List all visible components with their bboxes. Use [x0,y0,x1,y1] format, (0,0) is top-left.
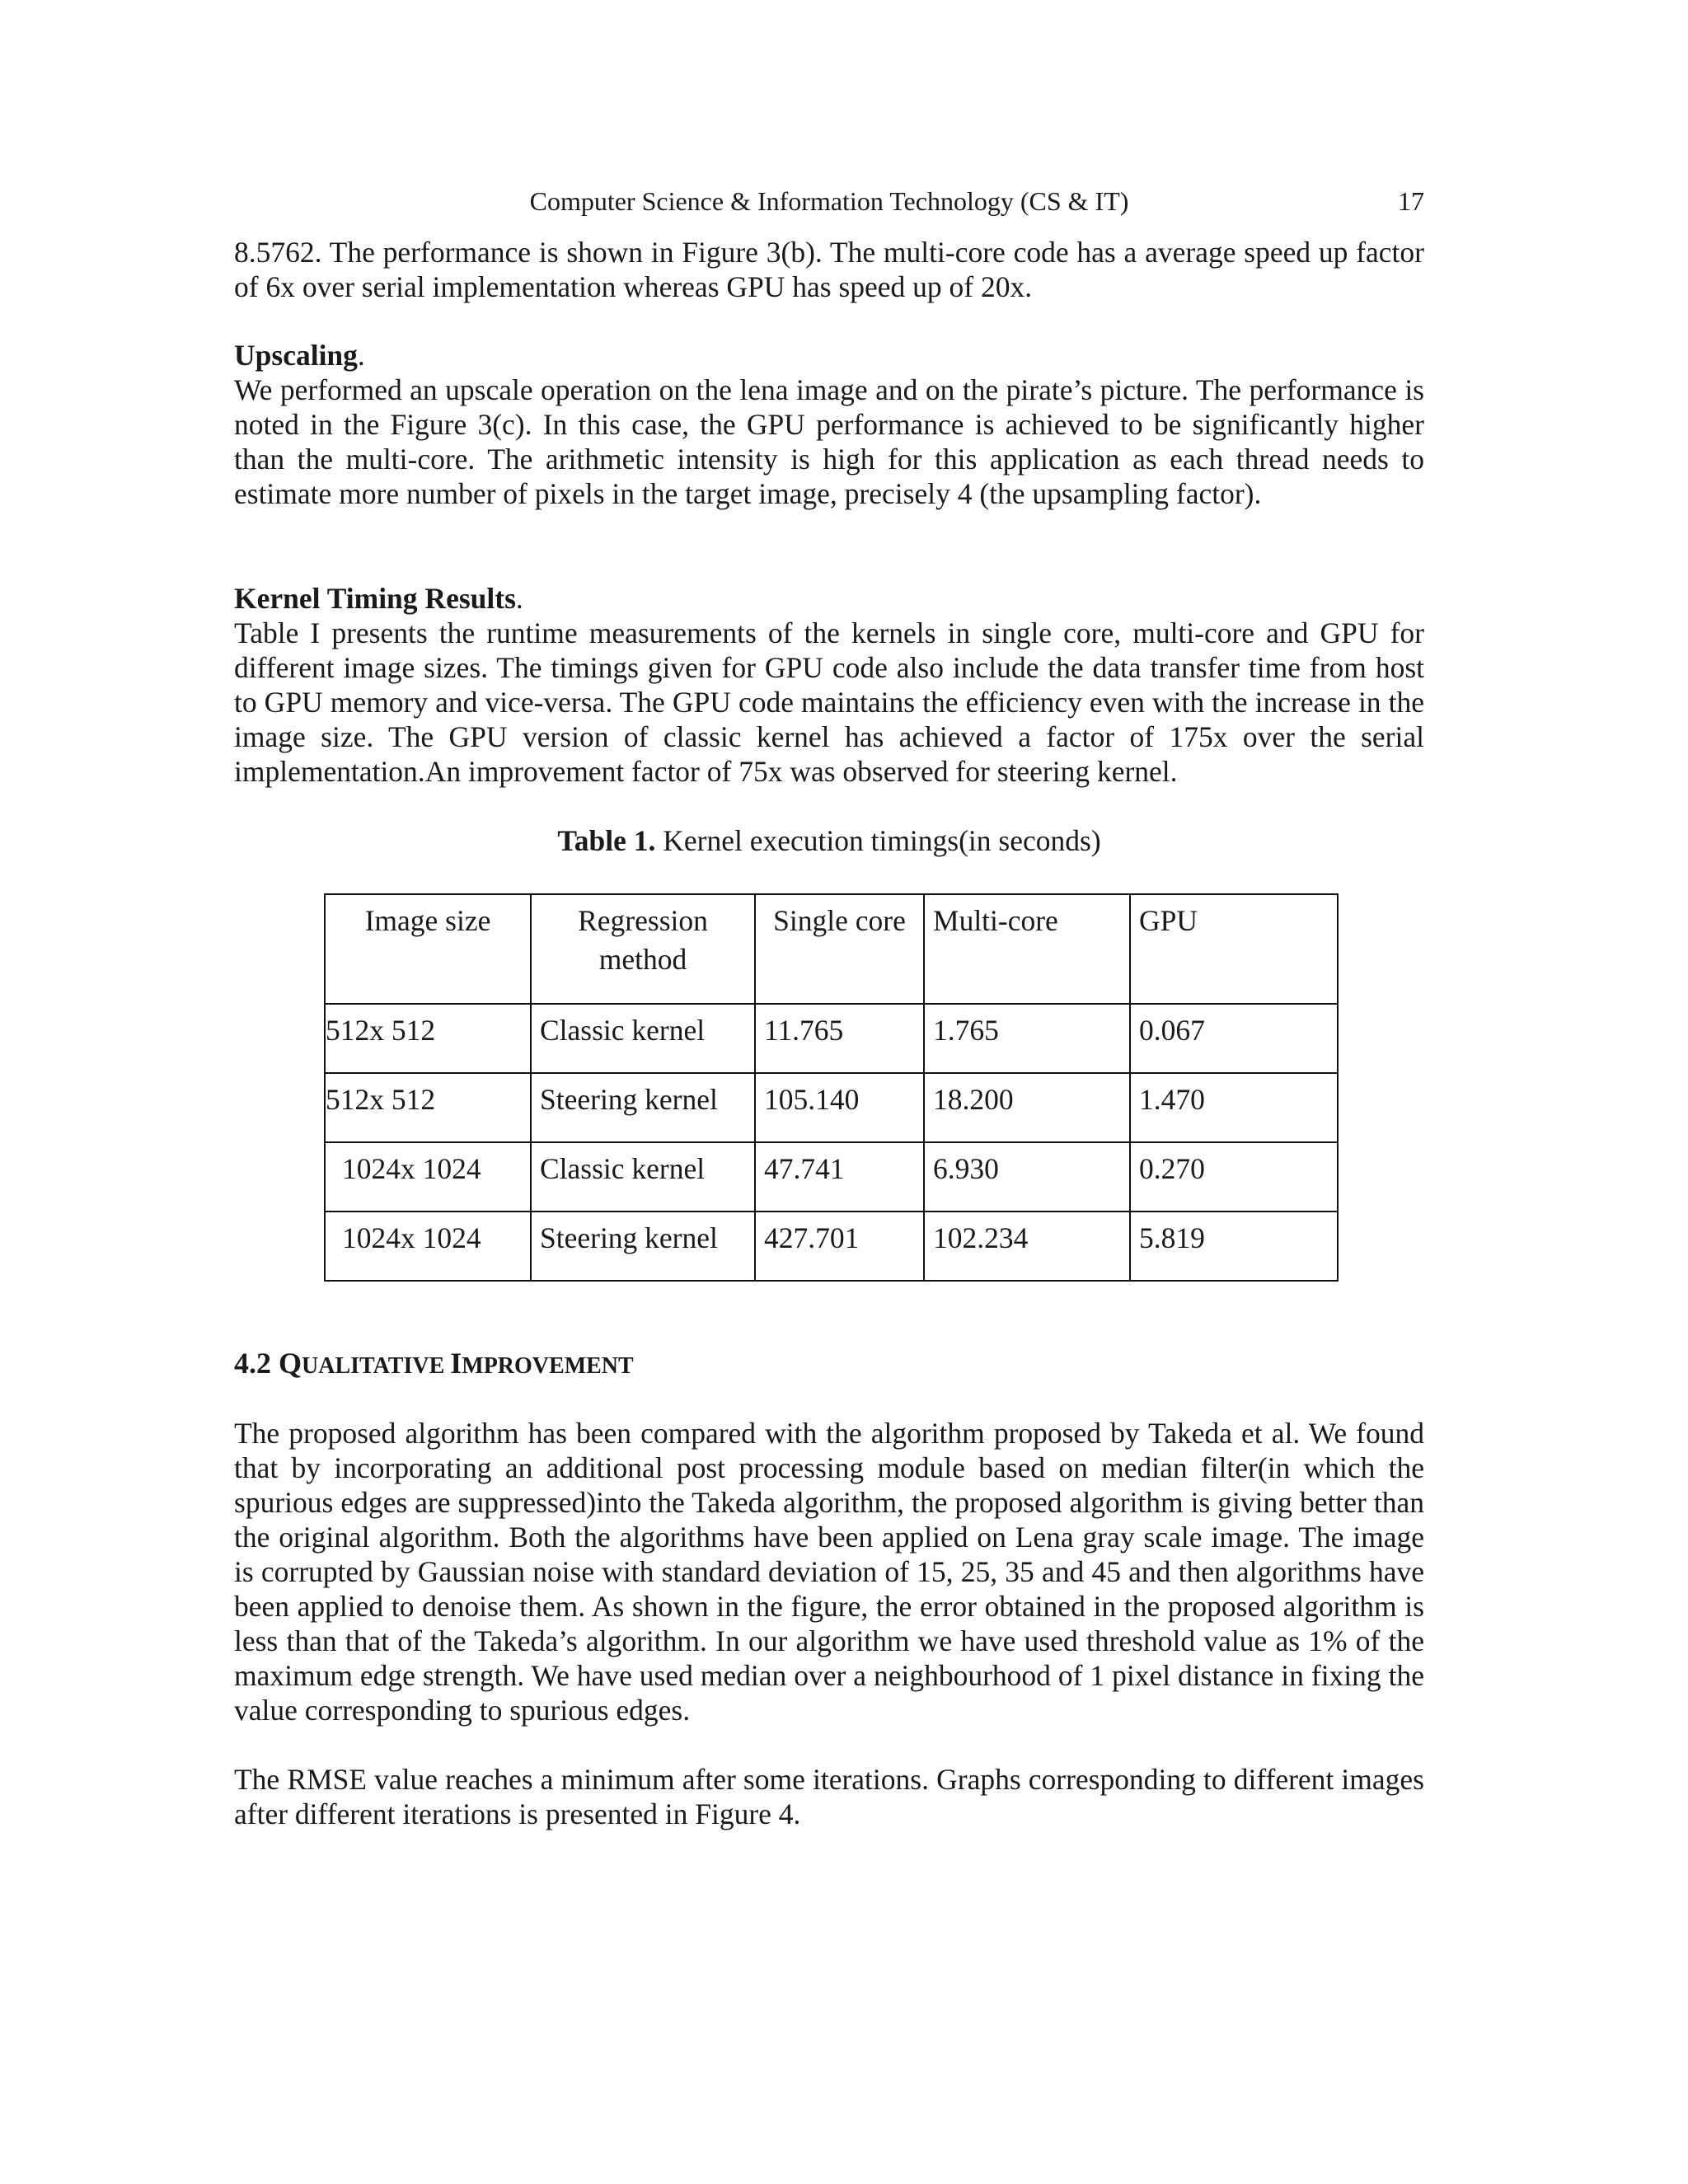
kernel-heading-punct: . [515,582,523,615]
header-regression-method [531,894,755,1004]
section-title-mprovement: MPROVEMENT [462,1353,634,1379]
header-regression-line1: Regression [578,904,708,937]
intro-paragraph [234,235,1424,304]
section-heading [234,1343,634,1386]
qualitative-paragraph-2 [234,1762,1424,1831]
cell-multi-core: 1.765 [924,1004,1130,1073]
table-row [325,1212,1338,1281]
upscaling-heading-punct: . [357,339,365,372]
section-number: 4.2 [234,1347,279,1380]
qualitative-text-1: The proposed algorithm has been compared with the algorithm proposed by Takeda et al. We found that by incorporating an additional post processing module based on median filter(in which the spurious edges are suppressed)into the Takeda algorithm, the proposed algorithm is giving better than the original algorithm. Both the algorithms have been applied on Lena gray scale image. The image is corrupted by Gaussian noise with standard deviation of 15, 25, 35 and 45 and then algorithms have been applied to denoise them. As shown in the figure, the error obtained in the proposed algorithm is less than that of the Takeda’s algorithm. In our algorithm we have used threshold value as 1% of the maximum edge strength. We have used median over a neighbourhood of 1 pixel distance in fixing the value corresponding to spurious edges. [234,1417,1424,1727]
kernel-text: Table I presents the runtime measurements of the kernels in single core, multi-core and GPU for different image sizes. The timings given for GPU code also include the data transfer time from host to GPU memory and vice-versa. The GPU code maintains the efficiency even with the increase in the image size. The GPU version of classic kernel has achieved a factor of 175x over the serial implementation.An improvement factor of 75x was observed for steering kernel. [234,616,1424,788]
cell-single-core: 11.765 [755,1004,924,1073]
cell-method: Steering kernel [531,1073,755,1142]
cell-gpu: 5.819 [1130,1212,1338,1281]
running-title: Computer Science & Information Technology (CS & IT) [529,186,1129,216]
kernel-timing-section [234,581,1424,789]
cell-method: Classic kernel [531,1004,755,1073]
running-header [234,181,1424,221]
cell-single-core: 47.741 [755,1142,924,1212]
cell-method: Classic kernel [531,1142,755,1212]
qualitative-paragraph-1 [234,1416,1424,1727]
upscaling-text: We performed an upscale operation on the lena image and on the pirate’s picture. The performance is noted in the Figure 3(c). In this case, the GPU performance is achieved to be significantly higher than the multi-core. The arithmetic intensity is high for this application as each thread needs to estimate more number of pixels in the target image, precisely 4 (the upsampling factor). [234,373,1424,510]
cell-image-size: 512x 512 [325,1004,531,1073]
table-caption-text: Kernel execution timings(in seconds) [655,824,1101,857]
section-title-ualitative: UALITATIVE [302,1353,451,1379]
kernel-heading: Kernel Timing Results [234,582,516,615]
table-header-row [325,894,1338,1004]
header-multi-core: Multi-core [924,894,1130,1004]
qualitative-text-2: The RMSE value reaches a minimum after some iterations. Graphs corresponding to different images after different iterations is presented in Figure 4. [234,1763,1424,1830]
header-regression-line2: method [598,943,687,976]
table-row [325,1142,1338,1212]
kernel-heading-line [234,581,1424,616]
table-row [325,1004,1338,1073]
cell-multi-core: 6.930 [924,1142,1130,1212]
header-gpu: GPU [1130,894,1338,1004]
cell-method: Steering kernel [531,1212,755,1281]
timing-table [324,893,1339,1282]
section-title-i: I [450,1347,462,1380]
upscaling-section [234,338,1424,511]
cell-single-core: 105.140 [755,1073,924,1142]
upscaling-heading: Upscaling [234,339,358,372]
section-title-q: Q [279,1347,302,1380]
upscaling-heading-line [234,338,1424,373]
table-row [325,1073,1338,1142]
cell-multi-core: 18.200 [924,1073,1130,1142]
cell-gpu: 0.067 [1130,1004,1338,1073]
page-number: 17 [1398,186,1424,216]
table-caption [234,823,1424,858]
cell-gpu: 1.470 [1130,1073,1338,1142]
header-image-size: Image size [325,894,531,1004]
cell-image-size: 512x 512 [325,1073,531,1142]
cell-gpu: 0.270 [1130,1142,1338,1212]
header-single-core: Single core [755,894,924,1004]
cell-image-size: 1024x 1024 [325,1212,531,1281]
intro-text: 8.5762. The performance is shown in Figure 3(b). The multi-core code has a average speed up factor of 6x over serial implementation whereas GPU has speed up of 20x. [234,236,1424,303]
table-caption-label: Table 1. [557,824,656,857]
cell-image-size: 1024x 1024 [325,1142,531,1212]
cell-single-core: 427.701 [755,1212,924,1281]
cell-multi-core: 102.234 [924,1212,1130,1281]
